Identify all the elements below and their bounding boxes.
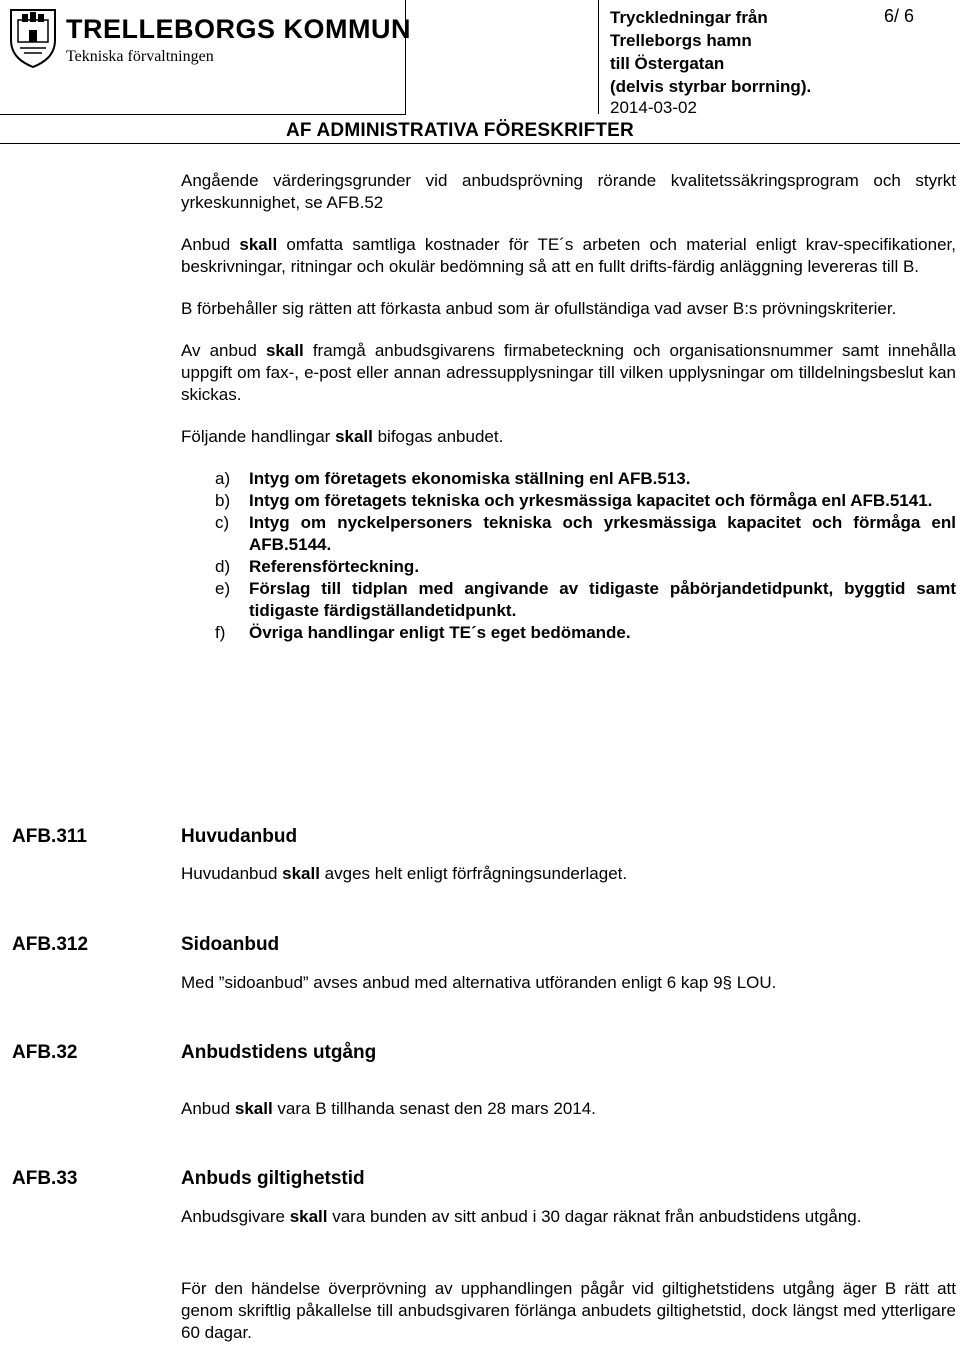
- org-department: Tekniska förvaltningen: [66, 48, 214, 65]
- section-code: AFB.33: [12, 1168, 78, 1189]
- text: omfatta samtliga kostnader för TE´s arbeten och material enligt krav-specifikationer, beskrivningar, ritningar och okulär bedömning så att en fullt drifts-färdig anläggning levereras till B.: [181, 235, 956, 276]
- emphasis: skall: [234, 1099, 273, 1118]
- paragraph: [181, 426, 956, 448]
- section-body: [181, 863, 956, 885]
- list-marker: a): [215, 469, 231, 488]
- section-code: AFB.312: [12, 934, 89, 955]
- doc-title-line: Tryckledningar från: [610, 8, 768, 27]
- section-body: För den händelse överprövning av upphandlingen pågår vid giltighetstidens utgång äger B rätt att genom skriftlig påkallelse till anbudsgivaren förlänga anbudets giltighetstid, dock längst med ytterligare 60 dagar.: [181, 1279, 956, 1342]
- emphasis: skall: [335, 427, 373, 446]
- text: bifogas anbudet.: [372, 427, 504, 446]
- list-item: [181, 556, 956, 578]
- header-rule: [0, 143, 960, 144]
- doc-title-line: till Östergatan: [610, 54, 725, 73]
- text: framgå anbudsgivarens firmabeteckning och organisationsnummer samt innehålla uppgift om fax-, e-post eller annan adressupplysningar till vilken upplysningar om tilldelningsbeslut kan skickas.: [181, 341, 956, 404]
- section-code: AFB.311: [12, 826, 87, 847]
- text: Anbud: [181, 235, 240, 254]
- list-item: [181, 622, 956, 644]
- intro-content: [181, 170, 956, 644]
- page-number: 6/ 6: [884, 6, 915, 26]
- list-text: Övriga handlingar enligt TE´s eget bedömande.: [249, 623, 631, 642]
- header-divider: [598, 0, 599, 114]
- list-marker: d): [215, 557, 231, 576]
- list-marker: e): [215, 579, 231, 598]
- document-title: [610, 6, 811, 98]
- list-item: [181, 512, 956, 556]
- list-item: [181, 490, 956, 512]
- list-text: Förslag till tidplan med angivande av tidigaste påbörjandetidpunkt, byggtid samt tidigaste färdigställandetidpunkt.: [249, 579, 956, 620]
- text: vara bunden av sitt anbud i 30 dagar räknat från anbudstidens utgång.: [327, 1207, 862, 1226]
- attachment-list: [181, 468, 956, 644]
- paragraph: [181, 340, 956, 406]
- emphasis: skall: [265, 341, 304, 360]
- text: Huvudanbud: [181, 864, 283, 883]
- list-marker: b): [215, 491, 231, 510]
- text: Anbudsgivare: [181, 1207, 290, 1226]
- crest-logo: [8, 6, 58, 68]
- section-heading: AF ADMINISTRATIVA FÖRESKRIFTER: [286, 120, 634, 141]
- list-item: [181, 578, 956, 622]
- section-body: [181, 1098, 956, 1120]
- text: Anbud: [181, 1099, 235, 1118]
- org-name: TRELLEBORGS KOMMUN: [66, 14, 411, 44]
- section-body: [181, 1206, 956, 1228]
- paragraph: Angående värderingsgrunder vid anbudsprövning rörande kvalitetssäkringsprogram och styrkt yrkeskunnighet, se AFB.52: [181, 171, 956, 212]
- text: Följande handlingar: [181, 427, 336, 446]
- paragraph: B förbehåller sig rätten att förkasta anbud som är ofullständiga vad avser B:s prövningskriterier.: [181, 299, 897, 318]
- emphasis: skall: [282, 864, 320, 883]
- list-text: Intyg om företagets ekonomiska ställning enl AFB.513.: [249, 469, 691, 488]
- list-text: Referensförteckning.: [249, 557, 420, 576]
- logo-block: [0, 0, 411, 115]
- list-marker: c): [215, 513, 230, 532]
- emphasis: skall: [239, 235, 278, 254]
- section-title: Sidoanbud: [181, 934, 280, 955]
- paragraph: [181, 234, 956, 278]
- document-date: 2014-03-02: [610, 98, 697, 117]
- text: Av anbud: [181, 341, 266, 360]
- section-title: Huvudanbud: [181, 826, 298, 847]
- text: vara B tillhanda senast den 28 mars 2014.: [272, 1099, 596, 1118]
- page-header: [0, 0, 960, 143]
- section-title: Anbudstidens utgång: [181, 1042, 377, 1063]
- list-item: [181, 468, 956, 490]
- emphasis: skall: [289, 1207, 328, 1226]
- doc-title-line: Trelleborgs hamn: [610, 31, 752, 50]
- section-code: AFB.32: [12, 1042, 78, 1063]
- list-marker: f): [215, 623, 226, 642]
- section-title: Anbuds giltighetstid: [181, 1168, 365, 1189]
- doc-title-line: (delvis styrbar borrning).: [610, 77, 812, 96]
- text: avges helt enligt förfrågningsunderlaget.: [319, 864, 628, 883]
- section-body: Med ”sidoanbud” avses anbud med alternativa utföranden enligt 6 kap 9§ LOU.: [181, 973, 777, 992]
- list-text: Intyg om nyckelpersoners tekniska och yrkesmässiga kapacitet och förmåga enl AFB.5144.: [249, 513, 956, 554]
- list-text: Intyg om företagets tekniska och yrkesmässiga kapacitet och förmåga enl AFB.5141.: [249, 491, 933, 510]
